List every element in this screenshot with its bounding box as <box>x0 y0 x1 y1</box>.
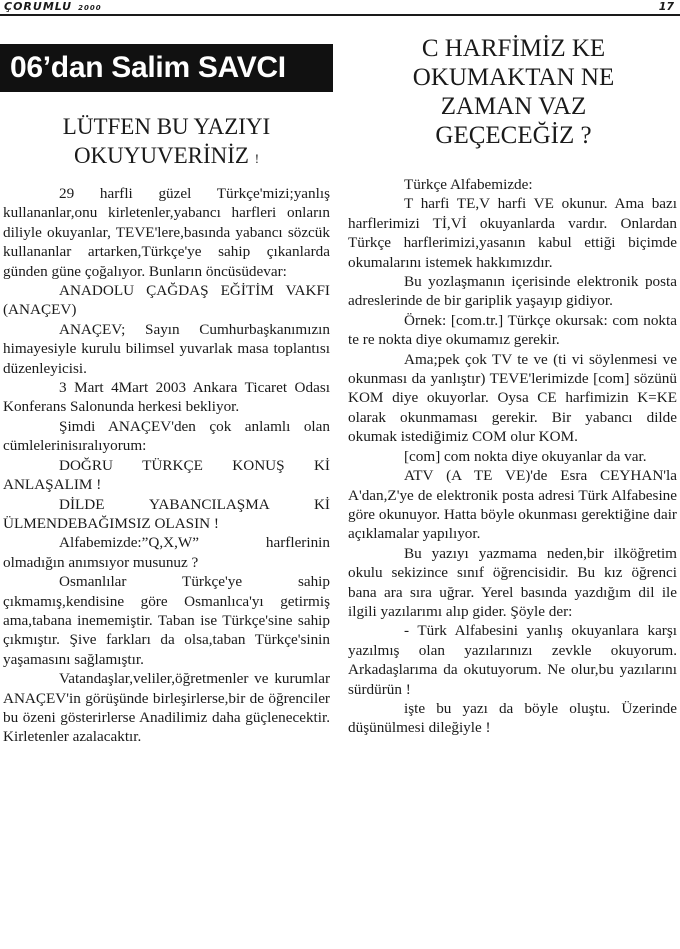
left-title-exclamation: ! <box>254 151 260 166</box>
header-rule <box>0 14 680 16</box>
paragraph: Türkçe Alfabemizde: <box>404 176 533 193</box>
left-title-line-2-text: OKUYUVERİNİZ <box>73 143 249 168</box>
paragraph: - Türk Alfabesini yanlış okuyanlara karşı yazılmış olan yazılarınızı zevkle okuyorum. Arkadaşlarıma da okutuyorum. Ne olur,bu yazılarını sürdürün ! <box>348 622 677 698</box>
paragraph: Örnek: [com.tr.] Türkçe okursak: com nokta te re nokta diye okumamız gerekir. <box>348 311 677 349</box>
page-header <box>0 0 680 14</box>
left-article-title <box>0 112 333 173</box>
right-article-title <box>347 34 680 150</box>
paragraph: ANADOLU ÇAĞDAŞ EĞİTİM VAKFI (ANAÇEV) <box>3 282 330 319</box>
right-title-line-1: C HARFİMİZ KE <box>421 35 606 62</box>
right-title-line-4: GEÇECEĞİZ ? <box>435 122 592 149</box>
paragraph: [com] com nokta diye okuyanlar da var. <box>404 447 647 465</box>
paragraph: Vatandaşlar,veliler,öğretmenler ve kurumlar ANAÇEV'in görüşünde birleşirlerse,bir de öğrenciler bu özeni gösterirlerse Anadilimiz daha güçlenecektir. Kirletenler azalacaktır. <box>3 670 330 746</box>
paragraph: 29 harfli güzel Türkçe'mizi;yanlış kullananlar,onu kirletenler,yabancı harfleri onların diliyle okuyanlar, TEVE'lere,basında yabancı sözcük kullananlar artarken,Türkçe'ye sahip çıkanlarda günden güne çoğalıyor. Bunların öncüsüdevar: <box>3 185 330 280</box>
left-title-line-2 <box>0 141 333 173</box>
paragraph: T harfi TE,V harfi VE okunur. Ama bazı harflerimizi Tİ,Vİ okuyanlarda vardır. Onlardan Türkçe harflerimizi,yasanın kabul ettiği biçimde okumalarını istemek hakkımızdır. <box>348 195 677 271</box>
paragraph: Şimdi ANAÇEV'den çok anlamlı olan cümlelerinisıralıyorum: <box>3 417 330 455</box>
brand-year: 2000 <box>78 4 102 12</box>
paragraph: DOĞRU TÜRKÇE KONUŞ Kİ ANLAŞALIM ! <box>3 456 330 494</box>
paragraph: işte bu yazı da böyle oluştu. Üzerinde düşünülmesi dileğiyle ! <box>348 699 677 737</box>
paragraph: Alfabemizde:”Q,X,W” harflerinin olmadığın anımsıyor musunuz ? <box>3 534 330 571</box>
paragraph: Bu yozlaşmanın içerisinde elektronik posta adreslerinde de bir gariplik yaşayıp gidiyor. <box>348 273 677 310</box>
magazine-brand <box>4 0 102 13</box>
paragraph: 3 Mart 4Mart 2003 Ankara Ticaret Odası Konferans Salonunda herkesi bekliyor. <box>3 379 330 416</box>
left-article-body <box>3 184 330 747</box>
paragraph: DİLDE YABANCILAŞMA Kİ ÜLMENDEBAĞIMSIZ OLASIN ! <box>3 495 330 532</box>
paragraph: ANAÇEV; Sayın Cumhurbaşkanımızın himayesiyle kurulu bilimsel yuvarlak masa toplantısı düzenleyicisi. <box>3 320 330 377</box>
page-number: 17 <box>658 0 674 13</box>
paragraph: Ama;pek çok TV te ve (ti vi söylenmesi ve okunması da yanlıştır) TEVE'lerimizde [com] sözünü KOM diye okuyorlar. Oysa CE harfimizin K=KE olarak okunmaması gerekir. Bir yabancı dilde okumak istediğimiz COM olur KOM. <box>348 350 677 446</box>
paragraph: Bu yazıyı yazmama neden,bir ilköğretim okulu sekizince sınıf öğrencisidir. Bu kız öğrenci bana ara sıra uğrar. Yerel basında yazdığım dil ile ilgili yazılarımı alıp gider. Şöyle der: <box>348 544 677 620</box>
right-title-line-3: ZAMAN VAZ <box>440 93 587 120</box>
right-article-body <box>348 175 677 738</box>
paragraph: Osmanlılar Türkçe'ye sahip çıkmamış,kendisine göre Osmanlıca'yı getirmiş ama,tabana inememiştir. Taban ise Türkçe'sine sahip çıkmıştır. Şive farkları da olsa,taban Türkçe'sinin yaşamasını sağlamıştır. <box>3 573 330 668</box>
brand-name: ÇORUMLU <box>4 0 73 13</box>
author-box: 06’dan Salim SAVCI <box>0 44 333 92</box>
right-title-line-2: OKUMAKTAN NE <box>412 64 615 91</box>
paragraph: ATV (A TE VE)'de Esra CEYHAN'la A'dan,Z'ye de elektronik posta adresi Türk Alfabesine göre okunuyor. Hatta böyle okunması gerektiğine dair açıklamalar yapılıyor. <box>348 467 677 543</box>
left-title-line-1: LÜTFEN BU YAZIYI <box>62 114 271 139</box>
